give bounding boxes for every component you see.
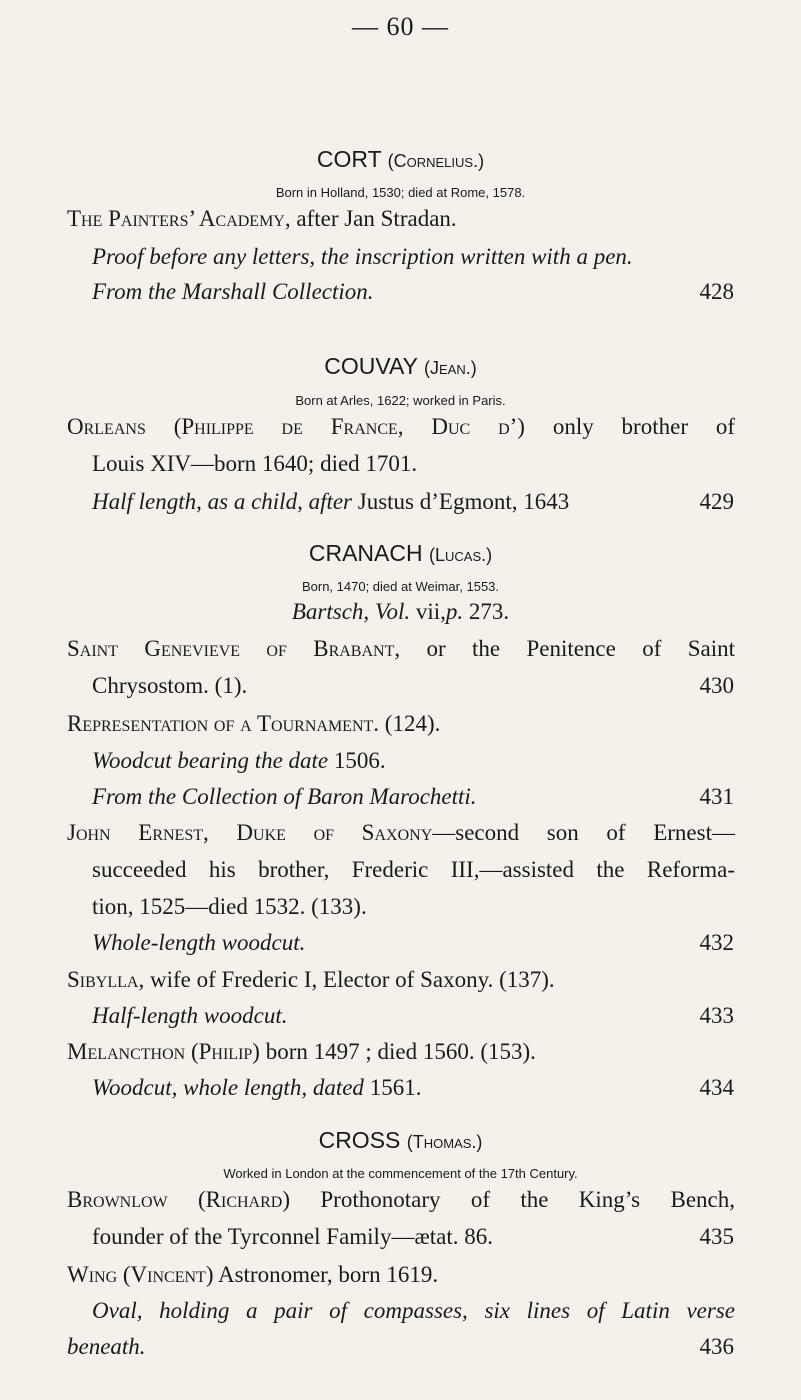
- entry-title: The Painters’ Academy, after Jan Stradan.: [67, 206, 457, 231]
- artist-heading-cort: CORT (Cornelius.): [316, 146, 485, 172]
- entry-note: Whole-length woodcut.: [92, 930, 306, 955]
- entry-note: From the Collection of Baron Marochetti.: [92, 784, 477, 809]
- entry-continuation: Chrysostom. (1).: [92, 673, 248, 698]
- catalogue-number: 429: [699, 489, 734, 514]
- catalogue-number: 436: [699, 1334, 734, 1359]
- artist-bio-cort: Born in Holland, 1530; died at Rome, 1578.: [275, 185, 526, 200]
- entry-note: Woodcut bearing the date 1506.: [92, 748, 386, 773]
- catalogue-number: 432: [699, 930, 734, 955]
- entry-note: Proof before any letters, the inscription written with a pen.: [92, 244, 633, 269]
- catalogue-number: 435: [699, 1224, 734, 1249]
- entry-title: Melancthon (Philip) born 1497 ; died 1560. (153).: [67, 1039, 536, 1064]
- entry-continuation: Louis XIV—born 1640; died 1701.: [92, 451, 418, 476]
- entry-note: beneath.: [67, 1334, 146, 1359]
- artist-heading-couvay: COUVAY (Jean.): [324, 353, 477, 379]
- catalogue-number: 433: [699, 1003, 734, 1028]
- catalogue-number: 430: [699, 673, 734, 698]
- entry-title: Wing (Vincent) Astronomer, born 1619.: [67, 1262, 439, 1287]
- entry-continuation: tion, 1525—died 1532. (133).: [92, 894, 367, 919]
- entry-continuation: founder of the Tyrconnel Family—ætat. 86.: [92, 1224, 494, 1249]
- entry-title: Sibylla, wife of Frederic I, Elector of Saxony. (137).: [67, 967, 555, 992]
- entry-title: Saint Genevieve of Brabant, or the Penitence of Saint: [67, 636, 736, 661]
- catalogue-number: 428: [699, 279, 734, 304]
- artist-bio-cross: Worked in London at the commencement of the 17th Century.: [223, 1166, 578, 1181]
- entry-note: From the Marshall Collection.: [92, 279, 374, 304]
- page-number: — 60 —: [352, 12, 449, 41]
- artist-heading-cranach: CRANACH (Lucas.): [308, 540, 493, 566]
- catalogue-number: 431: [699, 784, 734, 809]
- catalogue-number: 434: [699, 1075, 734, 1100]
- entry-note: Oval, holding a pair of compasses, six lines of Latin verse: [92, 1298, 735, 1323]
- bartsch-reference: Bartsch, Vol. vii,p. 273.: [291, 599, 510, 624]
- entry-title: Brownlow (Richard) Prothonotary of the King’s Bench,: [67, 1187, 735, 1212]
- entry-note: Half-length woodcut.: [92, 1003, 288, 1028]
- entry-note: Woodcut, whole length, dated 1561.: [92, 1075, 422, 1100]
- entry-title: Representation of a Tournament. (124).: [67, 711, 441, 736]
- artist-bio-cranach: Born, 1470; died at Weimar, 1553.: [301, 579, 500, 594]
- entry-continuation: succeeded his brother, Frederic III,—assisted the Reforma-: [92, 857, 735, 882]
- entry-note: Half length, as a child, after Justus d’Egmont, 1643: [92, 489, 570, 514]
- artist-heading-cross: CROSS (Thomas.): [318, 1127, 483, 1153]
- artist-bio-couvay: Born at Arles, 1622; worked in Paris.: [295, 393, 506, 408]
- entry-title: Orleans (Philippe de France, Duc d’) only brother of: [67, 414, 735, 439]
- entry-title: John Ernest, Duke of Saxony—second son of Ernest—: [67, 820, 735, 845]
